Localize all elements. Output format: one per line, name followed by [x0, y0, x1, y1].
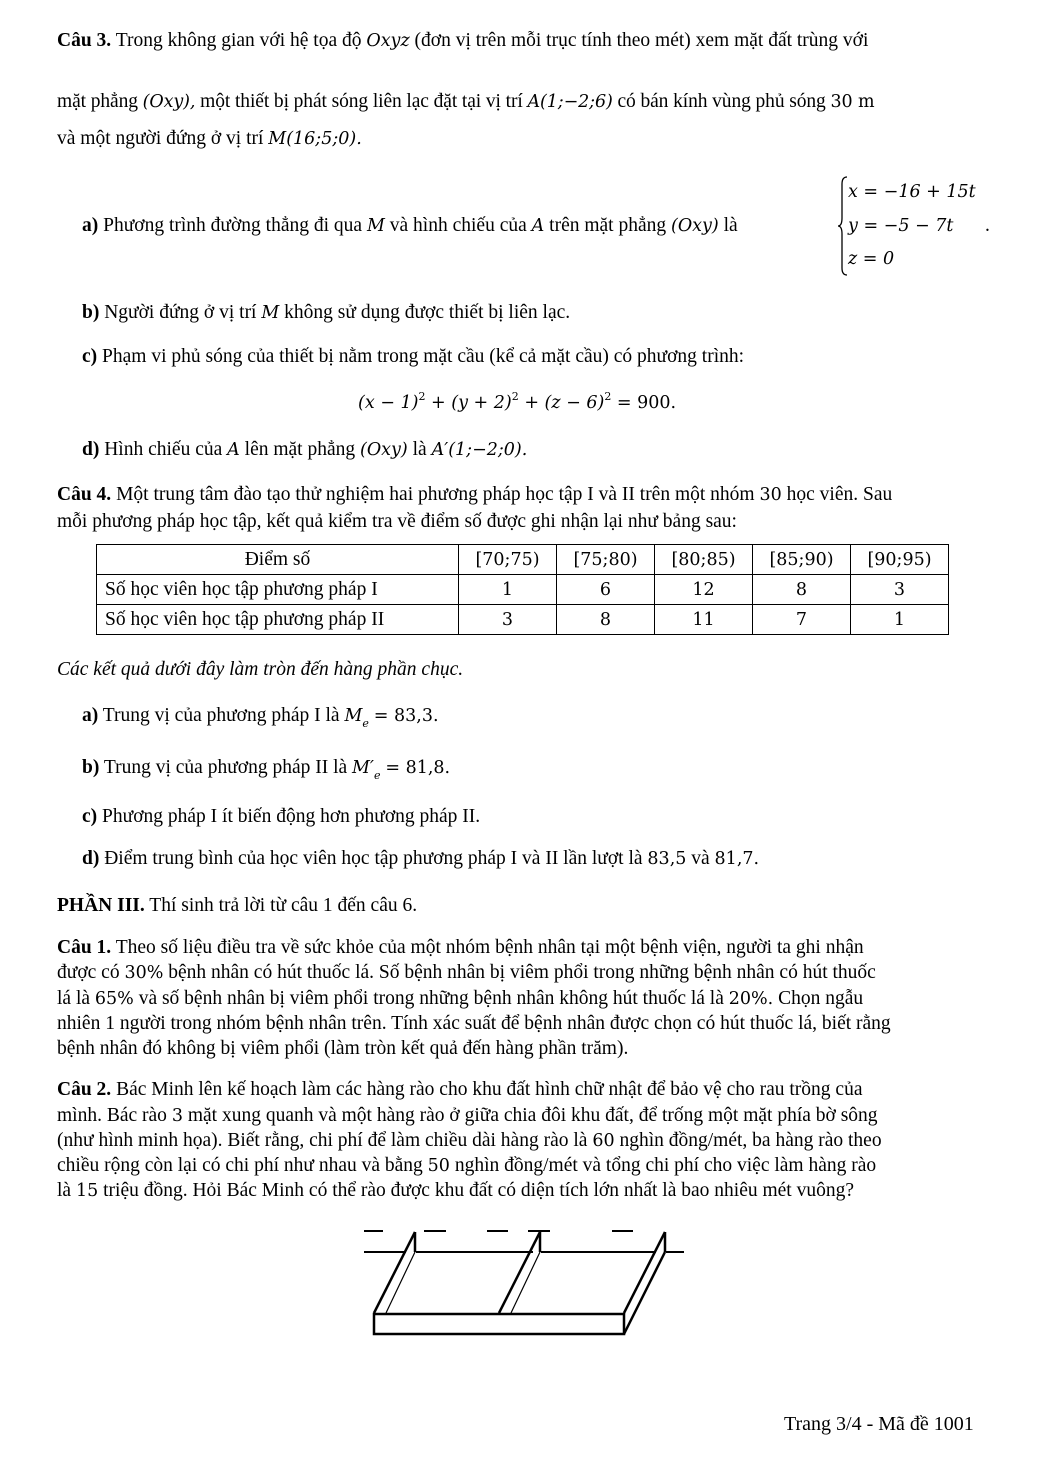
table-row	[97, 605, 949, 635]
table-row-label: Số học viên học tập phương pháp II	[97, 605, 459, 635]
p3q1-line-3	[57, 988, 863, 1010]
p3q2-line-5	[57, 1180, 854, 1202]
option-label: b)	[82, 757, 100, 778]
p3q1-line-5: bệnh nhân đó không bị viêm phổi (làm tròn kết quả đến hàng phần trăm).	[57, 1038, 629, 1059]
q3-text: một thiết bị phát sóng liên lạc đặt tại vị trí	[200, 91, 523, 112]
math-oxy: (Oxy)	[671, 216, 719, 236]
part-text: Thí sinh trả lời từ câu 1 đến câu 6.	[149, 895, 418, 916]
p3q2-line-2	[57, 1105, 878, 1127]
q3-option-c	[82, 346, 744, 368]
math-m: M	[366, 216, 385, 236]
question-label: Câu 2.	[57, 1079, 112, 1100]
table-header-cell: [80;85)	[655, 545, 753, 575]
q3-option-a	[82, 215, 738, 237]
subscript: e	[373, 769, 381, 782]
math-number: 15	[75, 1181, 99, 1201]
question-text: Chọn ngẫu	[778, 988, 864, 1009]
question-text: được có	[57, 962, 120, 983]
exponent: 2	[418, 390, 426, 403]
eq-part: + (z − 6)	[524, 393, 605, 413]
table-cell: 1	[459, 575, 557, 605]
math-number: 50	[427, 1156, 450, 1176]
eq-part: + (y + 2)	[431, 393, 512, 413]
table-cell: 12	[655, 575, 753, 605]
fence-left	[374, 1232, 415, 1313]
question-text: lá là	[57, 988, 91, 1009]
math-radius: 30 m	[830, 92, 875, 112]
q4-text: Một trung tâm đào tạo thử nghiệm hai phương pháp học tập I và II trên một nhóm	[116, 484, 755, 505]
option-text: Người đứng ở vị trí	[104, 302, 257, 323]
table-header-cell: [75;80)	[557, 545, 655, 575]
table-cell: 6	[557, 575, 655, 605]
question-text: (như hình minh họa). Biết rằng, chi phí để làm chiều dài hàng rào là	[57, 1130, 588, 1151]
math-a: A	[227, 440, 240, 460]
q3-text: Trong không gian với hệ tọa độ	[115, 30, 362, 51]
p3q2-line-3	[57, 1130, 882, 1152]
p3q1-line-2	[57, 962, 876, 984]
table-cell: 7	[753, 605, 851, 635]
option-text: Trung vị của phương pháp II là	[103, 757, 348, 778]
option-text: là	[412, 439, 427, 460]
math-point-a-prime: A′(1;−2;0).	[431, 440, 528, 460]
q3-line-3	[57, 128, 362, 150]
option-label: a)	[82, 705, 99, 726]
q4-option-a	[82, 705, 439, 730]
math-oxyz: Oxyz	[366, 31, 410, 51]
subscript: e	[362, 717, 369, 730]
table-cell: 11	[655, 605, 753, 635]
equation-end-dot: .	[985, 215, 990, 236]
option-text: là	[723, 215, 738, 236]
q3-line-2	[57, 91, 875, 113]
math-point-a: A(1;−2;6)	[527, 92, 613, 112]
question-text: là	[57, 1180, 72, 1201]
math-a: A	[531, 216, 545, 236]
question-text: triệu đồng. Hỏi Bác Minh có thể rào được khu đất có diện tích lớn nhất là bao nhiêu mét vuông?	[103, 1180, 854, 1201]
q3-option-d	[82, 439, 527, 461]
table-cell: 3	[459, 605, 557, 635]
p3q2-line-4	[57, 1155, 876, 1177]
exponent: 2	[604, 390, 612, 403]
p3q2-line-1	[57, 1079, 863, 1101]
q3-label: Câu 3.	[57, 30, 112, 51]
question-text: chiều rộng còn lại có chi phí như nhau và bằng	[57, 1155, 423, 1176]
q4-option-c	[82, 806, 480, 828]
math-m: M	[261, 303, 280, 323]
table-row-label: Số học viên học tập phương pháp I	[97, 575, 459, 605]
math-oxy: (Oxy),	[142, 92, 196, 112]
math-count: 30	[759, 485, 782, 505]
q3-text: có bán kính vùng phủ sóng	[617, 91, 826, 112]
fence-right	[624, 1232, 665, 1334]
q4-line-2: mỗi phương pháp học tập, kết quả kiểm tra về điểm số được ghi nhận lại như bảng sau:	[57, 511, 737, 532]
option-label: d)	[82, 848, 100, 869]
q3-text: (đơn vị trên mỗi trục tính theo mét) xem mặt đất trùng với	[414, 30, 869, 51]
q4-text: học viên. Sau	[786, 484, 893, 505]
q3-line-1	[57, 30, 868, 52]
math-value: 81,7.	[714, 849, 760, 869]
math-percent: 30%	[124, 963, 164, 983]
part-3-heading	[57, 895, 417, 917]
table-cell: 1	[851, 605, 949, 635]
math-value: = 81,8.	[385, 758, 451, 778]
option-text: lên mặt phẳng	[244, 439, 356, 460]
question-text: mình. Bác rào	[57, 1105, 167, 1126]
math-value: = 83,3.	[373, 706, 439, 726]
option-label: c)	[82, 806, 98, 827]
math-number: 3	[171, 1106, 183, 1126]
option-text: Phương pháp I ít biến động hơn phương pháp II.	[102, 806, 481, 827]
question-text: Bác Minh lên kế hoạch làm các hàng rào cho khu đất hình chữ nhật để bảo vệ cho rau trồng của	[116, 1079, 863, 1100]
question-text: bệnh nhân có hút thuốc lá. Số bệnh nhân bị viêm phổi trong những bệnh nhân có hút thuốc	[168, 962, 876, 983]
fence-middle	[499, 1232, 540, 1313]
table-header-cell: Điểm số	[97, 545, 459, 575]
math-percent: 65%	[94, 989, 134, 1009]
q4-option-d	[82, 848, 759, 870]
question-text: mặt xung quanh và một hàng rào ở giữa chia đôi khu đất, để trống một mặt phía bờ sông	[187, 1105, 878, 1126]
math-percent: 20%.	[728, 989, 774, 1009]
option-text: trên mặt phẳng	[549, 215, 667, 236]
table-header-cell: [85;90)	[753, 545, 851, 575]
option-text: và hình chiếu của	[389, 215, 527, 236]
eq-part: (x − 1)	[358, 393, 419, 413]
eq-part: = 900.	[616, 393, 677, 413]
option-label: a)	[82, 215, 99, 236]
q4-label: Câu 4.	[57, 484, 112, 505]
math-oxy: (Oxy)	[360, 440, 408, 460]
q4-option-b	[82, 757, 451, 782]
option-label: c)	[82, 346, 98, 367]
part-label: PHẦN III.	[57, 895, 145, 916]
q3-text: và một người đứng ở vị trí	[57, 128, 264, 149]
equation-x: x = −16 + 15t	[848, 182, 976, 202]
option-text: Trung vị của phương pháp I là	[102, 705, 340, 726]
option-text: Phạm vi phủ sóng của thiết bị nằm trong mặt cầu (kể cả mặt cầu) có phương trình:	[102, 346, 745, 367]
table-header-cell: [70;75)	[459, 545, 557, 575]
question-text: nghìn đồng/mét và tổng chi phí cho việc làm hàng rào	[454, 1155, 877, 1176]
q3-text: mặt phẳng	[57, 91, 138, 112]
question-label: Câu 1.	[57, 937, 112, 958]
math-median-var: M	[344, 706, 363, 726]
p3q1-line-4: nhiên 1 người trong nhóm bệnh nhân trên. Tính xác suất để bệnh nhân được chọn có hút thuốc lá, biết rằng	[57, 1013, 891, 1034]
fence-illustration	[350, 1215, 700, 1350]
option-label: d)	[82, 439, 100, 460]
table-cell: 3	[851, 575, 949, 605]
question-text: Theo số liệu điều tra về sức khỏe của một nhóm bệnh nhân tại một bệnh viện, người ta ghi nhận	[115, 937, 864, 958]
question-text: và số bệnh nhân bị viêm phổi trong những bệnh nhân không hút thuốc lá là	[138, 988, 724, 1009]
math-number: 60	[592, 1131, 615, 1151]
option-text: Hình chiếu của	[104, 439, 223, 460]
q4-note: Các kết quả dưới đây làm tròn đến hàng phần chục.	[57, 659, 464, 680]
p3q1-line-1	[57, 937, 864, 959]
option-text: Điểm trung bình của học viên học tập phương pháp I và II lần lượt là	[104, 848, 643, 869]
score-table	[96, 544, 949, 635]
option-text: Phương trình đường thẳng đi qua	[103, 215, 363, 236]
option-text: và	[691, 848, 710, 869]
equation-y: y = −5 − 7t	[848, 216, 954, 236]
math-median-var: M′	[352, 758, 374, 778]
option-label: b)	[82, 302, 100, 323]
table-header-row	[97, 545, 949, 575]
question-text: nghìn đồng/mét, ba hàng rào theo	[619, 1130, 882, 1151]
option-text: không sử dụng được thiết bị liên lạc.	[284, 302, 571, 323]
math-value: 83,5	[647, 849, 687, 869]
system-brace	[838, 176, 848, 276]
page-footer: Trang 3/4 - Mã đề 1001	[784, 1413, 974, 1435]
fence-front	[374, 1314, 624, 1334]
table-cell: 8	[753, 575, 851, 605]
math-point-m: M(16;5;0).	[268, 129, 362, 149]
table-header-cell: [90;95)	[851, 545, 949, 575]
table-row	[97, 575, 949, 605]
equation-z: z = 0	[848, 249, 895, 269]
q4-line-1	[57, 484, 892, 506]
table-cell: 8	[557, 605, 655, 635]
sphere-equation	[358, 390, 677, 413]
exponent: 2	[511, 390, 519, 403]
q3-option-b	[82, 302, 570, 324]
